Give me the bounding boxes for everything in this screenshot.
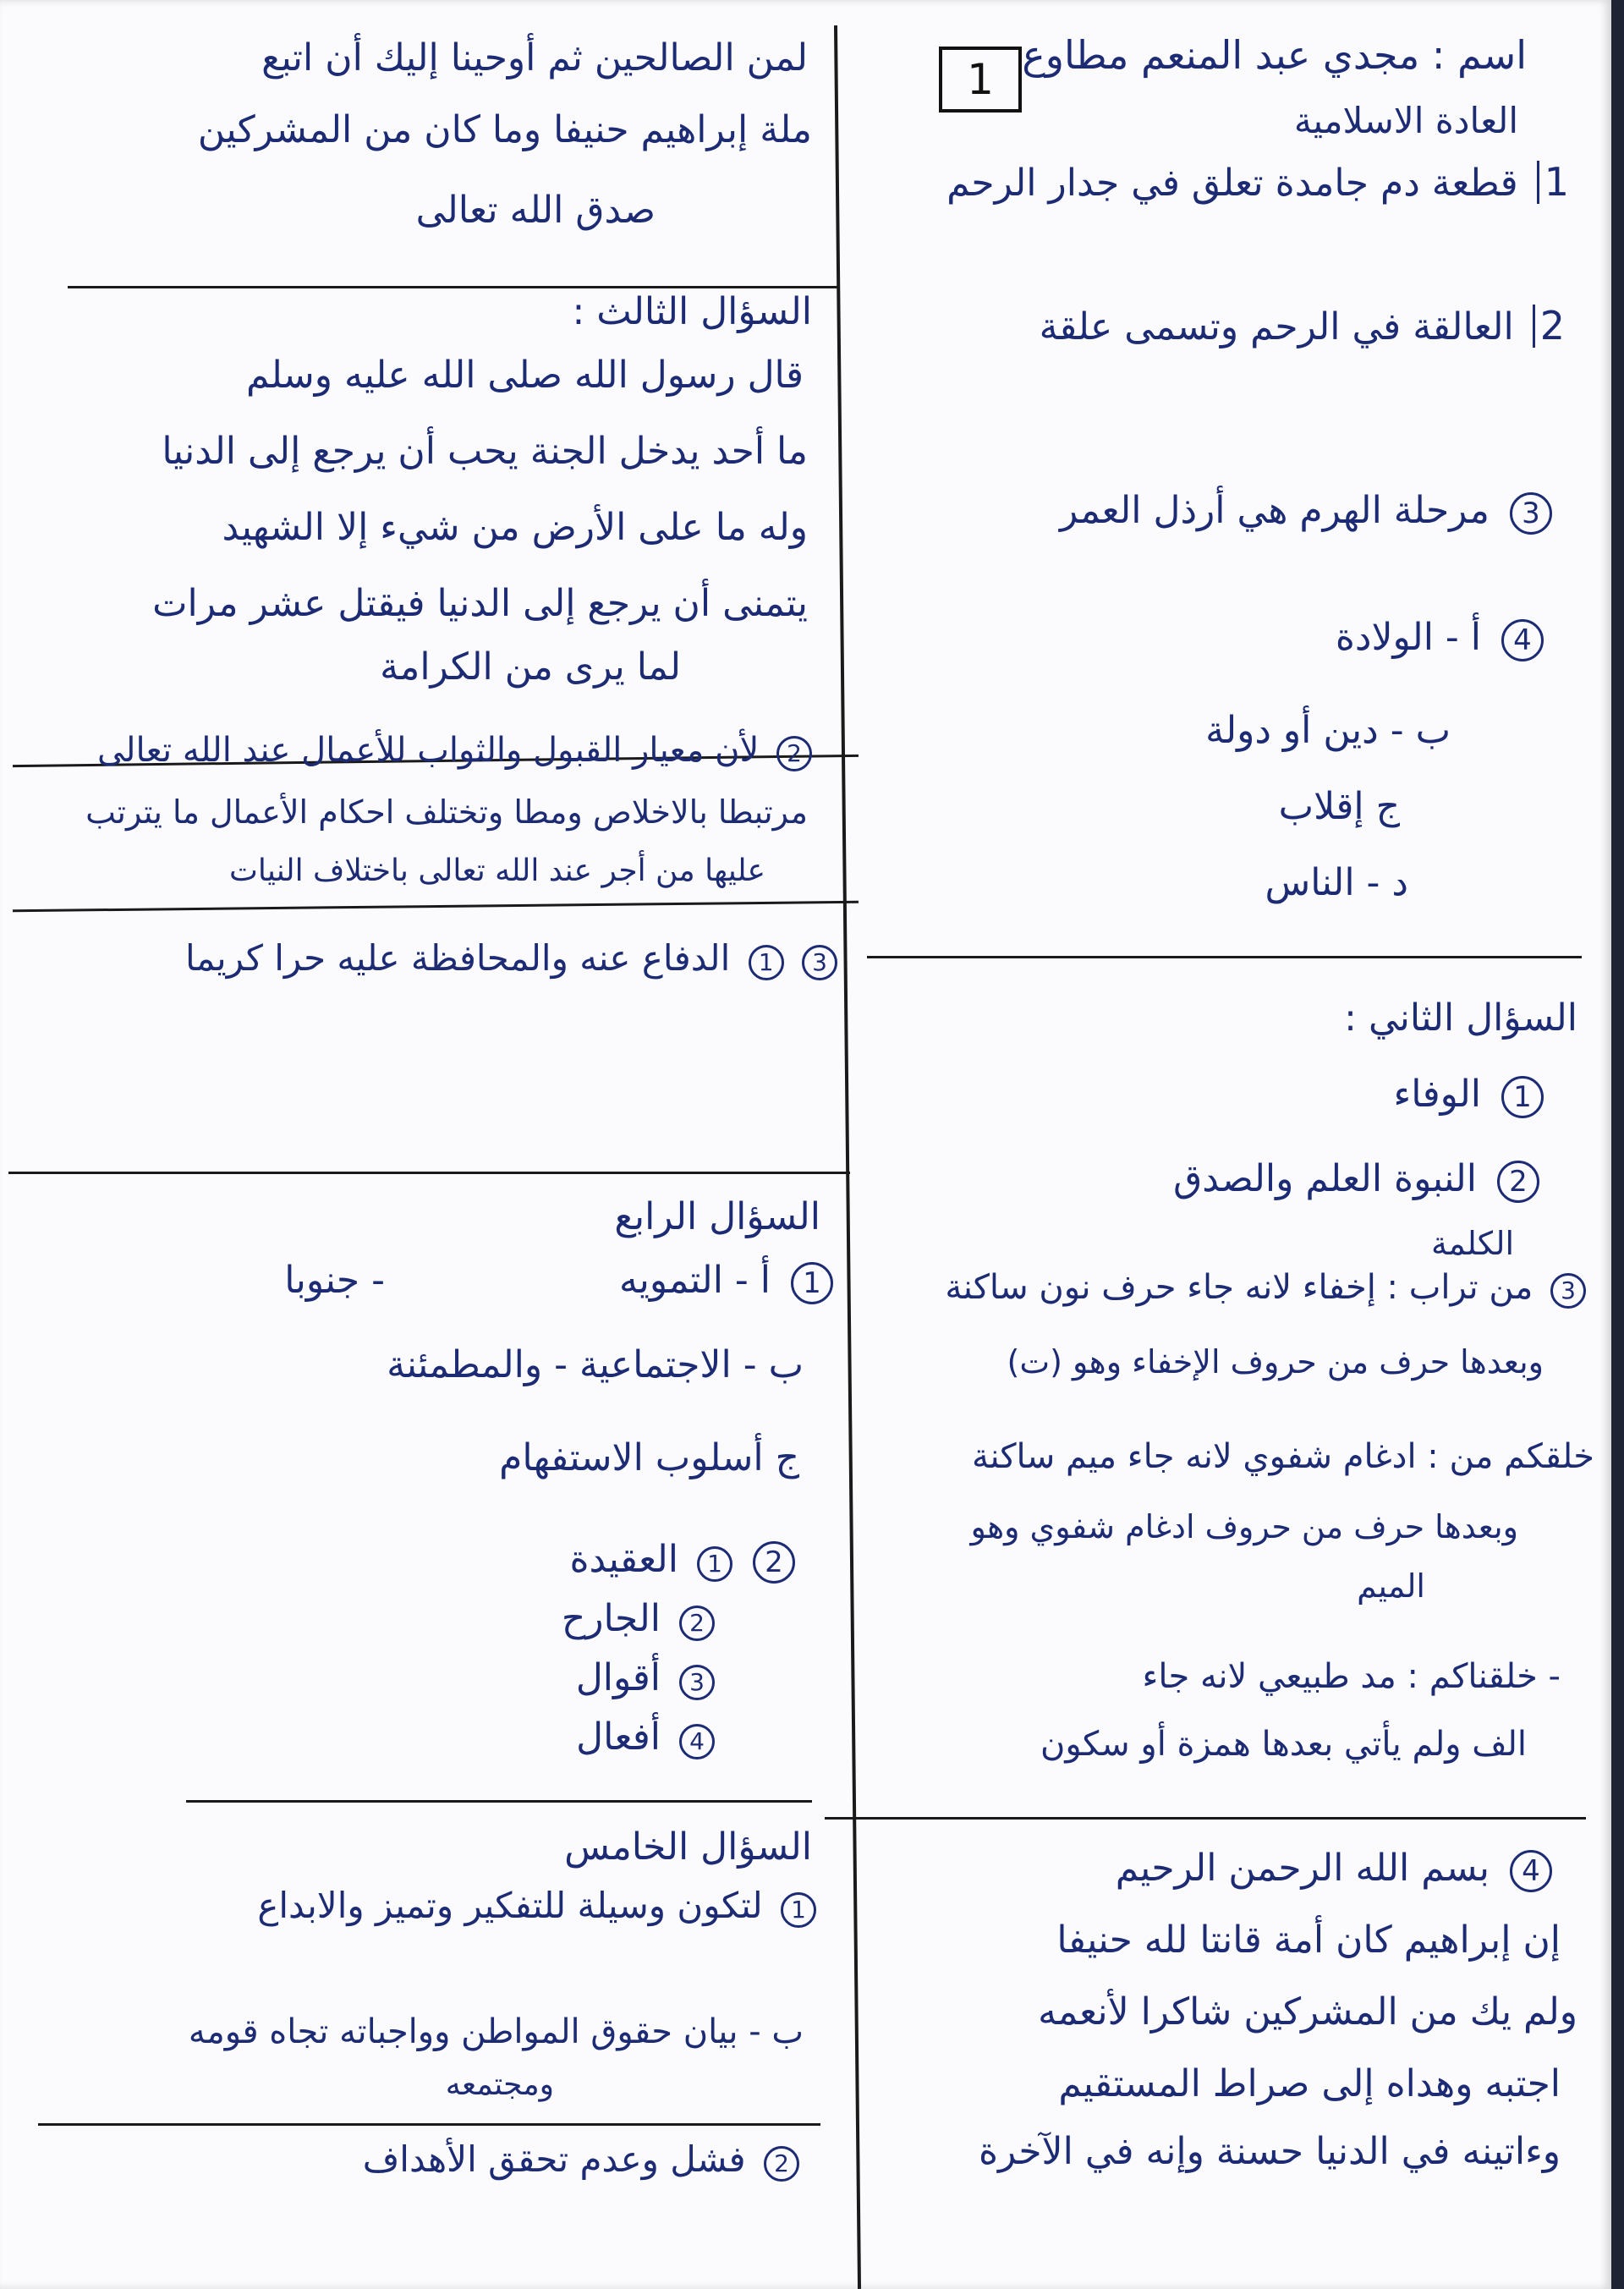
q1-sub-c: ج إقلاب xyxy=(1278,785,1400,828)
q2-5-line-5: وءاتينه في الدنيا حسنة وإنه في الآخرة xyxy=(978,2130,1561,2173)
left-divider-5 xyxy=(186,1800,812,1803)
q4-2-item-2 xyxy=(562,1599,715,1641)
q2-title: السؤال الثاني : xyxy=(1344,996,1577,1040)
q5-title: السؤال الخامس xyxy=(564,1825,812,1869)
q2-4-line-3: الميم xyxy=(1357,1567,1425,1605)
item-text: أ - التمويه xyxy=(619,1259,771,1302)
q2-4-line-5: الف ولم يأتي بعدها همزة أو سكون xyxy=(1040,1725,1527,1764)
q3-line-2: ما أحد يدخل الجنة يحب أن يرجع إلى الدنيا xyxy=(162,430,808,473)
q4-1c: ج أسلوب الاستفهام xyxy=(499,1436,799,1479)
item-text: العالقة في الرحم وتسمى علقة xyxy=(1039,305,1514,349)
q2-4-line-2: وبعدها حرف من حروف ادغام شفوي وهو xyxy=(970,1508,1518,1545)
subject-name: العادة الاسلامية xyxy=(1293,100,1518,141)
bottom-answer xyxy=(363,2140,799,2182)
q2-5-line-3: ولم يك من المشركين شاكرا لأنعمه xyxy=(1038,1990,1577,2034)
item-number: 3 xyxy=(1510,492,1552,535)
q2-word-label: الكلمة xyxy=(1430,1225,1514,1262)
item-text: من تراب : إخفاء لانه جاء حرف نون ساكنة xyxy=(945,1268,1533,1307)
item-number: 1 xyxy=(791,1262,833,1304)
item-text: الجارح xyxy=(561,1597,661,1640)
q3-2-line-3: عليها من أجر عند الله تعالى باختلاف النيات xyxy=(229,854,765,888)
left-divider-3 xyxy=(13,901,859,912)
q1-sub-d: د - الناس xyxy=(1265,861,1408,904)
q3-title: السؤال الثالث : xyxy=(572,290,812,333)
q1-item-2 xyxy=(1040,305,1565,348)
item-number: 1 xyxy=(1537,161,1569,204)
item-subnumber: 1 xyxy=(749,945,784,980)
left-divider-4 xyxy=(8,1172,850,1174)
page-number-box: 1 xyxy=(939,47,1022,113)
right-divider-1 xyxy=(867,956,1582,958)
q1-sub-b: ب - دين أو دولة xyxy=(1205,709,1451,752)
verse-line-2: ملة إبراهيم حنيفا وما كان من المشركين xyxy=(197,108,812,151)
item-text: أ - الولادة xyxy=(1335,616,1481,659)
q3-2-line-1 xyxy=(97,732,812,771)
q1-item-1 xyxy=(946,161,1569,204)
item-text: الوفاء xyxy=(1393,1073,1481,1116)
item-number: 4 xyxy=(1510,1850,1552,1892)
item-text: النبوة العلم والصدق xyxy=(1173,1157,1477,1200)
q4-2-item-3 xyxy=(576,1658,715,1700)
q3-line-5: لما يرى من الكرامة xyxy=(380,645,681,689)
item-number: 1 xyxy=(1501,1076,1544,1118)
column-divider xyxy=(834,25,861,2289)
item-number: 2 xyxy=(753,1541,795,1584)
left-divider-6 xyxy=(38,2123,820,2126)
q2-item-2 xyxy=(1173,1159,1539,1203)
item-text: فشل وعدم تحقق الأهداف xyxy=(362,2138,746,2180)
item-number: 1 xyxy=(781,1892,816,1928)
q4-1b: ب - الاجتماعية - والمطمئنة xyxy=(387,1343,804,1386)
item-text: مرحلة الهرم هي أرذل العمر xyxy=(1059,489,1490,532)
q5-item-3: ومجتمعه xyxy=(445,2067,554,2102)
item-text: العقيدة xyxy=(569,1538,678,1581)
q4-title: السؤال الرابع xyxy=(614,1195,820,1238)
q2-5-line-2: إن إبراهيم كان أمة قانتا لله حنيفا xyxy=(1056,1918,1561,1962)
q2-5-line-4: اجتبه وهداه إلى صراط المستقيم xyxy=(1058,2062,1561,2105)
item-subnumber: 1 xyxy=(697,1546,732,1582)
q1-item-3 xyxy=(1060,491,1552,535)
item-text: قطعة دم جامدة تعلق في جدار الرحم xyxy=(946,162,1518,205)
q2-item-1 xyxy=(1394,1074,1544,1118)
q2-4-line-4: - خلقناكم : مد طبيعي لانه جاء xyxy=(1142,1657,1561,1696)
item-text: الدفاع عنه والمحافظة عليه حرا كريما xyxy=(184,937,731,979)
q4-1a-extra: - جنوبا xyxy=(284,1259,385,1302)
item-text: بسم الله الرحمن الرحيم xyxy=(1115,1847,1490,1890)
q4-1a xyxy=(619,1260,833,1304)
q2-3-line-2: وبعدها حرف من حروف الإخفاء وهو (ت) xyxy=(1007,1343,1544,1381)
item-subnumber: 4 xyxy=(679,1724,715,1759)
item-number: 2 xyxy=(1533,305,1565,348)
verse-line-3: صدق الله تعالى xyxy=(415,189,656,232)
right-divider-2 xyxy=(825,1817,1586,1820)
item-text: أقوال xyxy=(575,1656,661,1699)
q3-2-line-2: مرتبطا بالاخلاص ومطا وتختلف احكام الأعمال ما يترتب xyxy=(85,793,808,831)
q5-item-1 xyxy=(257,1886,816,1928)
item-subnumber: 3 xyxy=(679,1665,715,1700)
q4-2-item-4 xyxy=(576,1717,715,1759)
item-number: 4 xyxy=(1501,619,1544,661)
item-number: 2 xyxy=(776,736,812,771)
item-number: 2 xyxy=(764,2146,799,2182)
q3-3-line xyxy=(185,939,837,980)
q5-item-2: ب - بيان حقوق المواطن وواجباته تجاه قومه xyxy=(188,2012,804,2051)
item-number: 2 xyxy=(1497,1161,1539,1203)
item-number: 3 xyxy=(802,945,837,980)
q4-2-item-1 xyxy=(569,1540,795,1584)
item-text: لتكون وسيلة للتفكير وتميز والابداع xyxy=(257,1885,763,1926)
student-name: اسم : مجدي عبد المنعم مطاوع xyxy=(1022,32,1527,78)
q3-line-1: قال رسول الله صلى الله عليه وسلم xyxy=(246,354,804,397)
item-number: 3 xyxy=(1550,1273,1586,1309)
verse-line-1: لمن الصالحين ثم أوحينا إليك أن اتبع xyxy=(261,36,808,80)
item-subnumber: 2 xyxy=(679,1606,715,1641)
item-text: لأن معيار القبول والثواب للأعمال عند الله تعالى xyxy=(96,731,760,770)
q3-line-3: وله ما على الأرض من شيء إلا الشهيد xyxy=(222,506,808,549)
item-text: أفعال xyxy=(576,1715,661,1759)
left-divider-1 xyxy=(68,286,837,288)
q2-3-line-1 xyxy=(945,1269,1586,1309)
q2-5-line-1 xyxy=(1116,1848,1552,1892)
q2-4-line-1: خلقكم من : ادغام شفوي لانه جاء ميم ساكنة xyxy=(972,1437,1594,1476)
q1-item-4 xyxy=(1336,618,1544,661)
q3-line-4: يتمنى أن يرجع إلى الدنيا فيقتل عشر مرات xyxy=(152,582,808,625)
